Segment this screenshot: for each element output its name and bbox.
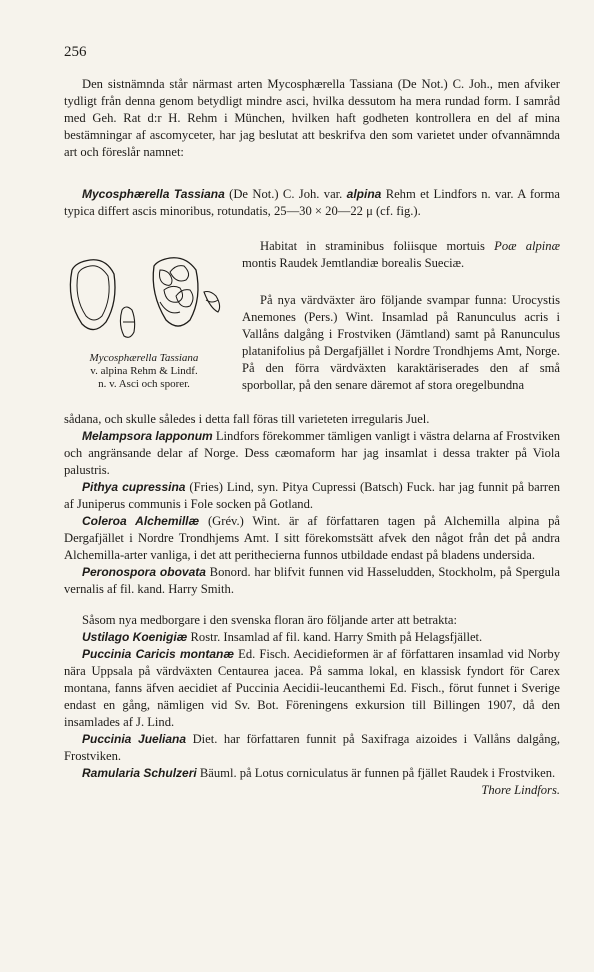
page-number: 256 <box>64 44 87 60</box>
diagnosis-rest: (De Not.) C. Joh. var. <box>224 187 347 201</box>
habitat-text-1: Habitat in straminibus foliisque mortuis <box>260 239 495 253</box>
caption-line-3: n. v. Asci och sporer. <box>98 378 190 390</box>
signature: Thore Lindfors. <box>481 783 560 797</box>
entry-text: Bonord. har blifvit funnen vid Hasseludden, Stockholm, på Spergula vernalis af fil. kand. Harry Smith. <box>64 565 560 596</box>
habitat-paragraph <box>242 238 560 272</box>
caption-line-2: v. alpina Rehm & Lindf. <box>90 365 198 377</box>
entry-text: Rostr. Insamlad af fil. kand. Harry Smith på Helagsfjället. <box>187 630 483 644</box>
body-section <box>64 411 560 799</box>
intro-paragraph <box>64 76 560 161</box>
entry-name: Pithya cupressina <box>82 480 186 494</box>
diagnosis-paragraph <box>64 186 560 220</box>
diagnosis-variety: alpina <box>346 187 382 201</box>
entry-text: Bäuml. på Lotus corniculatus är funnen på fjället Raudek i Frostviken. <box>196 766 556 780</box>
habitat-species: Poæ alpinæ <box>494 239 560 253</box>
entry-name: Melampsora lapponum <box>82 429 213 443</box>
asci-drawing <box>60 250 228 350</box>
entry-name: Peronospora obovata <box>82 565 206 579</box>
entry-name: Puccinia Caricis montanæ <box>82 647 235 661</box>
entry-text: (Grév.) Wint. är af författaren tagen på Alchemilla alpina på Dergafjället i Nordre Trondhjems Amt. I sitt förekomstsätt afvek den något från det på andra Alchemilla-arter vanliga, i det att perithecierna funnos utbildade endast på bladens undersida. <box>64 514 560 562</box>
entry-melampsora <box>64 428 560 479</box>
host-paragraph <box>242 292 560 394</box>
entry-peronospora <box>64 564 560 598</box>
entry-text: (Fries) Lind, syn. Pitya Cupressi (Batsch) Fuck. har jag funnit på barren af Juniperus communis i Fole socken på Gotland. <box>64 480 560 511</box>
entry-name: Ramularia Schulzeri <box>82 766 197 780</box>
entry-text: Ed. Fisch. Aecidieformen är af författaren insamlad vid Norby nära Uppsala på värdväxten Centaurea jacea. På samma lokal, en klassisk fyndort för Carex montana, fanns äfven aecidiet af Puccinia Aecidii-leucanthemi Ed. Fisch., förut funnet i Sverige endast en gång, nämligen vid Sv. Bot. Föreningens exkursion till Billingen 1907, då den insamlades af J. Lind. <box>64 647 561 729</box>
entry-name: Puccinia Jueliana <box>82 732 187 746</box>
entry-puccinia-caricis <box>64 646 560 731</box>
new-citizens-paragraph: Såsom nya medborgare i den svenska floran äro följande arter att betrakta: <box>82 613 457 627</box>
host-text: På nya värdväxter äro följande svampar funna: Urocystis Anemones (Pers.) Wint. Insamlad på Ranunculus acris i Vallåns dalgång i Frostviken (Jämtland) samt på Ranunculus platanifolius på Dergafjället i Nordre Trondhjems Amt, Norge. På den förra värdväxten karaktäriserades den af små sporbollar, på den senare däremot af stora oregelbundna <box>242 293 560 392</box>
habitat-text-2: montis Raudek Jemtlandiæ borealis Sueciæ. <box>242 256 465 270</box>
figure <box>60 250 228 391</box>
entry-name: Coleroa Alchemillæ <box>82 514 200 528</box>
entry-pithya <box>64 479 560 513</box>
diagnosis-species: Mycosphærella Tassiana <box>82 187 225 201</box>
entry-ramularia <box>64 765 560 797</box>
intro-text: Den sistnämnda står närmast arten Mycosphærella Tassiana (De Not.) C. Joh., men afviker tydligt från denna genom betydligt mindre asci, hvilka dessutom ha mera rundad form. I samråd med Geh. Rat d:r H. Rehm i München, hvilken haft godheten kontrollera en del af mina bestämningar af ascomyceter, har jag beslutat att beskrifva den som varietet under ofvannämnda art och föreslår namnet: <box>64 77 560 159</box>
entry-puccinia-jueliana <box>64 731 560 765</box>
entry-text: Lindfors förekommer tämligen vanligt i västra delarna af Frostviken och angränsande delar af Norge. Dess cæomaform har jag insamlat i dessa trakter på Viola palustris. <box>64 429 561 477</box>
entry-ustilago <box>64 629 560 646</box>
host-continuation: sådana, och skulle således i detta fall föras till varieteten irregularis Juel. <box>64 412 430 426</box>
entry-coleroa <box>64 513 560 564</box>
diagnosis-authors: Rehm et Lindfors n. var. A forma typica differt ascis minoribus, rotundatis, 25—30 × 20—22 μ (cf. fig.). <box>64 187 560 218</box>
entry-name: Ustilago Koenigiæ <box>82 630 188 644</box>
entry-text: Diet. har författaren funnit på Saxifraga aizoides i Vallåns dalgång, Frostviken. <box>64 732 561 763</box>
caption-line-1: Mycosphærella Tassiana <box>89 352 199 364</box>
